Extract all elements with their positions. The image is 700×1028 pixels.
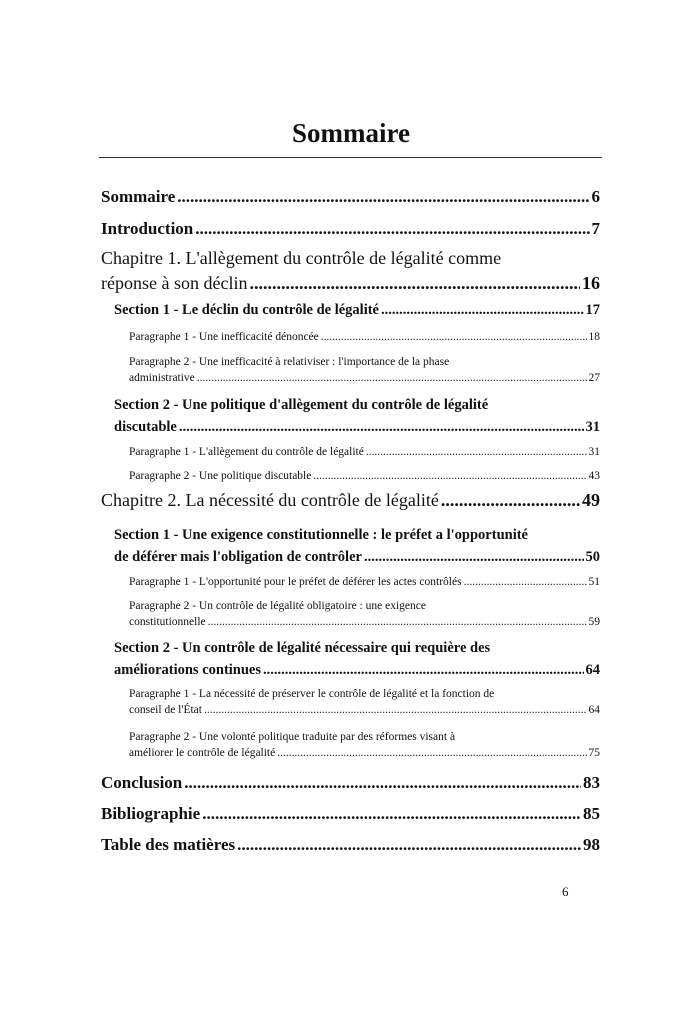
toc-entry-label: Introduction xyxy=(101,219,194,238)
dot-leader xyxy=(177,184,589,209)
toc-entry-ch2-s2-paragraphe-2[interactable] xyxy=(101,729,600,761)
toc-entry-ch2-section-2[interactable] xyxy=(101,637,600,681)
dot-leader xyxy=(321,329,587,345)
toc-entry-ch2-s1-paragraphe-2[interactable] xyxy=(101,598,600,630)
toc-entry-ch1-s1-paragraphe-1[interactable] xyxy=(101,329,600,345)
toc-entry-page: 31 xyxy=(585,419,600,435)
toc-entry-page: 64 xyxy=(588,704,600,716)
toc-entry-page: 27 xyxy=(588,372,600,384)
page-title: Sommaire xyxy=(292,118,410,148)
toc-entry-label: Conclusion xyxy=(101,773,183,792)
toc-entry-page: 16 xyxy=(582,273,600,293)
toc-entry-page: 31 xyxy=(588,446,600,458)
toc-entry-ch1-section-1[interactable] xyxy=(101,299,600,321)
dot-leader xyxy=(179,416,584,438)
toc-entry-page: 18 xyxy=(588,331,600,343)
toc-entry-label-line1: Paragraphe 2 - Une inefficacité à relativiser : l'importance de la phase xyxy=(129,356,450,368)
toc-entry-ch1-s2-paragraphe-1[interactable] xyxy=(101,444,600,460)
toc-entry-label-line2: améliorations continues xyxy=(114,662,262,678)
dot-leader xyxy=(204,702,587,718)
toc-entry-label: Paragraphe 2 - Une politique discutable xyxy=(129,470,312,482)
toc-entry-page: 85 xyxy=(583,804,600,823)
dot-leader xyxy=(195,216,589,241)
toc-entry-page: 59 xyxy=(588,616,600,628)
toc-entry-ch2-s1-paragraphe-1[interactable] xyxy=(101,574,600,590)
toc-entry-label-line1: Section 1 - Une exigence constitutionnelle : le préfet a l'opportunité xyxy=(114,527,528,543)
dot-leader xyxy=(202,801,581,826)
toc-entry-conclusion[interactable] xyxy=(101,770,600,795)
toc-entry-label-line1: Paragraphe 1 - La nécessité de préserver le contrôle de légalité et la fonction de xyxy=(129,688,495,700)
toc-entry-page: 64 xyxy=(585,662,600,678)
toc-entry-label-line1: Section 2 - Un contrôle de légalité nécessaire qui requière des xyxy=(114,640,491,656)
page-number: 6 xyxy=(562,884,569,899)
dot-leader xyxy=(364,546,584,568)
toc-entry-label: Table des matières xyxy=(101,835,236,854)
dot-leader xyxy=(464,574,587,590)
toc-entry-page: 17 xyxy=(585,302,600,318)
toc-entry-label: Bibliographie xyxy=(101,804,201,823)
toc-entry-page: 7 xyxy=(591,219,600,238)
toc-entry-label: Chapitre 2. La nécessité du contrôle de légalité xyxy=(101,490,439,510)
toc-entry-ch1-s1-paragraphe-2[interactable] xyxy=(101,354,600,386)
toc-entry-table-des-matieres[interactable] xyxy=(101,832,600,857)
toc-entry-page: 75 xyxy=(588,747,600,759)
toc-entry-label-line1: Paragraphe 2 - Une volonté politique traduite par des réformes visant à xyxy=(129,731,456,743)
toc-entry-label-line2: réponse à son déclin xyxy=(101,273,248,293)
toc-entry-ch1-s2-paragraphe-2[interactable] xyxy=(101,468,600,484)
toc-entry-page: 83 xyxy=(583,773,600,792)
toc-entry-label-line1: Section 2 - Une politique d'allègement du contrôle de légalité xyxy=(114,397,489,413)
toc-entry-label: Section 1 - Le déclin du contrôle de légalité xyxy=(114,302,379,318)
dot-leader xyxy=(208,614,587,630)
toc-entry-label: Paragraphe 1 - Une inefficacité dénoncée xyxy=(129,331,319,343)
dot-leader xyxy=(366,444,587,460)
toc-entry-label-line2: discutable xyxy=(114,419,177,435)
dot-leader xyxy=(263,659,583,681)
dot-leader xyxy=(441,488,580,513)
dot-leader xyxy=(184,770,581,795)
dot-leader xyxy=(277,745,586,761)
dot-leader xyxy=(237,832,581,857)
title-divider xyxy=(99,157,602,158)
toc-entry-label-line2: améliorer le contrôle de légalité xyxy=(129,747,276,759)
toc-entry-page: 50 xyxy=(585,549,600,565)
toc-entry-sommaire[interactable] xyxy=(101,184,600,209)
toc-entry-label-line2: de déférer mais l'obligation de contrôler xyxy=(114,549,362,565)
toc-entry-label: Sommaire xyxy=(101,187,176,206)
toc-entry-bibliographie[interactable] xyxy=(101,801,600,826)
dot-leader xyxy=(381,299,584,321)
toc-entry-ch1-section-2[interactable] xyxy=(101,394,600,438)
dot-leader xyxy=(197,370,587,386)
toc-entry-label-line2: conseil de l'État xyxy=(129,704,202,716)
toc-entry-label: Paragraphe 1 - L'allègement du contrôle de légalité xyxy=(129,446,364,458)
toc-entry-page: 6 xyxy=(591,187,600,206)
toc-entry-label-line2: administrative xyxy=(129,372,195,384)
toc-entry-label: Paragraphe 1 - L'opportunité pour le préfet de déférer les actes contrôlés xyxy=(129,576,462,588)
toc-entry-chapitre-2[interactable] xyxy=(101,488,600,513)
toc-entry-page: 43 xyxy=(588,470,600,482)
toc-entry-chapitre-1[interactable] xyxy=(101,246,600,296)
toc-entry-page: 49 xyxy=(582,490,600,510)
toc-entry-label-line2: constitutionnelle xyxy=(129,616,206,628)
toc-entry-ch2-section-1[interactable] xyxy=(101,524,600,568)
toc-entry-label-line1: Chapitre 1. L'allègement du contrôle de légalité comme xyxy=(101,248,502,268)
toc-entry-page: 51 xyxy=(588,576,600,588)
toc-entry-label-line1: Paragraphe 2 - Un contrôle de légalité obligatoire : une exigence xyxy=(129,600,426,612)
toc-entry-introduction[interactable] xyxy=(101,216,600,241)
toc-entry-page: 98 xyxy=(583,835,600,854)
toc-entry-ch2-s2-paragraphe-1[interactable] xyxy=(101,686,600,718)
dot-leader xyxy=(249,271,580,296)
dot-leader xyxy=(313,468,586,484)
